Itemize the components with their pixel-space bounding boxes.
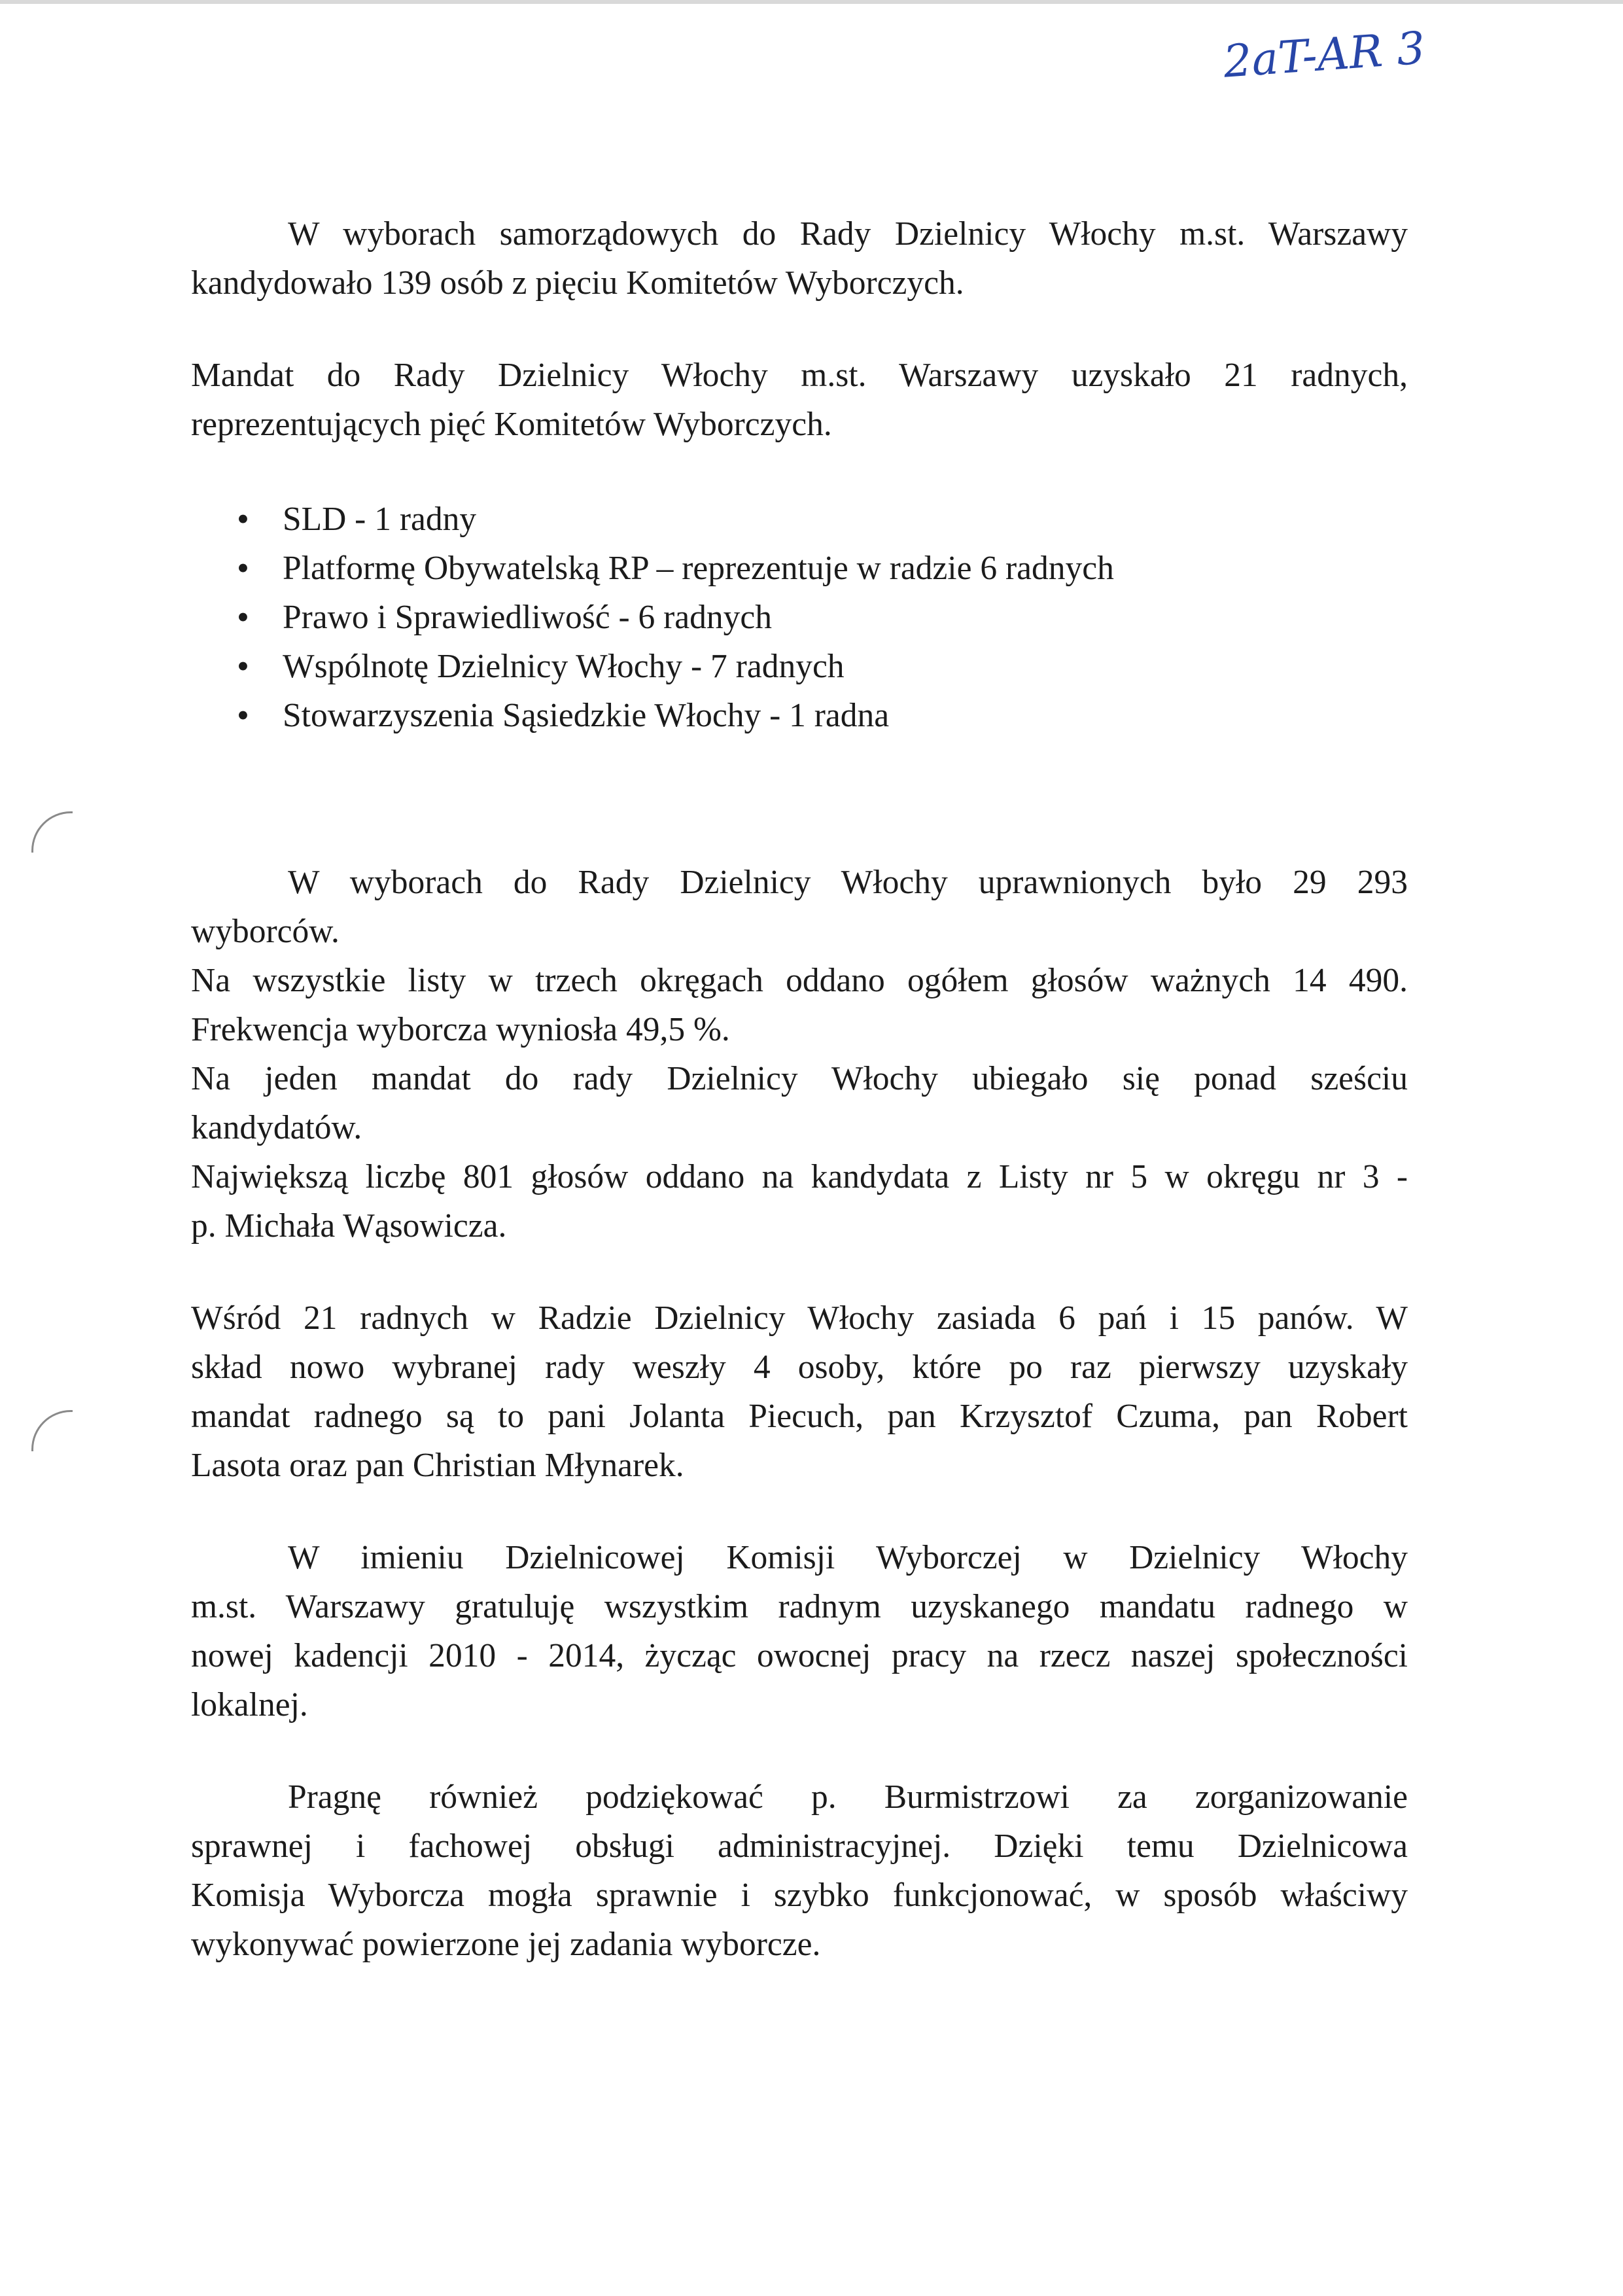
text-line: Na wszystkie listy w trzech okręgach oddano ogółem głosów ważnych 14 490.: [191, 962, 1408, 999]
list-item: • Platformę Obywatelską RP – reprezentuje w radzie 6 radnych: [237, 544, 1408, 593]
text-line: skład nowo wybranej rady weszły 4 osoby, które po raz pierwszy uzyskały: [191, 1349, 1408, 1386]
text-line: Największą liczbę 801 głosów oddano na kandydata z Listy nr 5 w okręgu nr 3 -: [191, 1158, 1408, 1195]
punch-hole-mark-upper: [31, 811, 73, 853]
text-line: W wyborach samorządowych do Rady Dzielnicy Włochy m.st. Warszawy: [288, 215, 1408, 253]
text-line: lokalnej.: [191, 1686, 308, 1723]
text-line: sprawnej i fachowej obsługi administracyjnej. Dzięki temu Dzielnicowa: [191, 1828, 1408, 1865]
text-line: Pragnę również podziękować p. Burmistrzowi za zorganizowanie: [288, 1778, 1408, 1816]
text-line: Wśród 21 radnych w Radzie Dzielnicy Włochy zasiada 6 pań i 15 panów. W: [191, 1299, 1408, 1337]
text-line: Mandat do Rady Dzielnicy Włochy m.st. Warszawy uzyskało 21 radnych,: [191, 357, 1408, 394]
list-item: • SLD - 1 radny: [237, 495, 1408, 544]
scan-edge: [0, 0, 1623, 4]
text-line: Na jeden mandat do rady Dzielnicy Włochy ubiegało się ponad sześciu: [191, 1060, 1408, 1097]
handwritten-annotation: 2aT-AR 3: [1221, 22, 1427, 88]
paragraph-councillors: [191, 1294, 1408, 1490]
document-body: [191, 209, 1408, 2012]
list-item: • Prawo i Sprawiedliwość - 6 radnych: [237, 593, 1408, 642]
text-line: Lasota oraz pan Christian Młynarek.: [191, 1447, 684, 1484]
paragraph-candidates: [191, 209, 1408, 308]
text-line: W imieniu Dzielnicowej Komisji Wyborczej w Dzielnicy Włochy: [288, 1539, 1408, 1576]
text-line: Komisja Wyborcza mogła sprawnie i szybko funkcjonować, w sposób właściwy: [191, 1877, 1408, 1914]
text-line: kandydowało 139 osób z pięciu Komitetów Wyborczych.: [191, 264, 964, 302]
list-item: • Wspólnotę Dzielnicy Włochy - 7 radnych: [237, 642, 1408, 691]
punch-hole-mark-lower: [31, 1410, 73, 1451]
text-line: W wyborach do Rady Dzielnicy Włochy uprawnionych było 29 293: [288, 864, 1408, 901]
text-line: nowej kadencji 2010 - 2014, życząc owocnej pracy na rzecz naszej społeczności: [191, 1637, 1408, 1674]
text-line: wyborców.: [191, 913, 340, 950]
list-item: • Stowarzyszenia Sąsiedzkie Włochy - 1 radna: [237, 691, 1408, 740]
paragraph-congratulations: [191, 1533, 1408, 1729]
text-line: mandat radnego są to pani Jolanta Piecuch, pan Krzysztof Czuma, pan Robert: [191, 1398, 1408, 1435]
text-line: wykonywać powierzone jej zadania wyborcze.: [191, 1926, 821, 1963]
text-line: p. Michała Wąsowicza.: [191, 1207, 507, 1245]
paragraph-statistics: [191, 858, 1408, 1250]
committee-list: [191, 495, 1408, 740]
text-line: reprezentujących pięć Komitetów Wyborczych.: [191, 406, 832, 443]
text-line: Frekwencja wyborcza wyniosła 49,5 %.: [191, 1011, 730, 1048]
text-line: kandydatów.: [191, 1109, 362, 1146]
paragraph-thanks: [191, 1773, 1408, 1969]
paragraph-mandates: [191, 351, 1408, 449]
text-line: m.st. Warszawy gratuluję wszystkim radnym uzyskanego mandatu radnego w: [191, 1588, 1408, 1625]
